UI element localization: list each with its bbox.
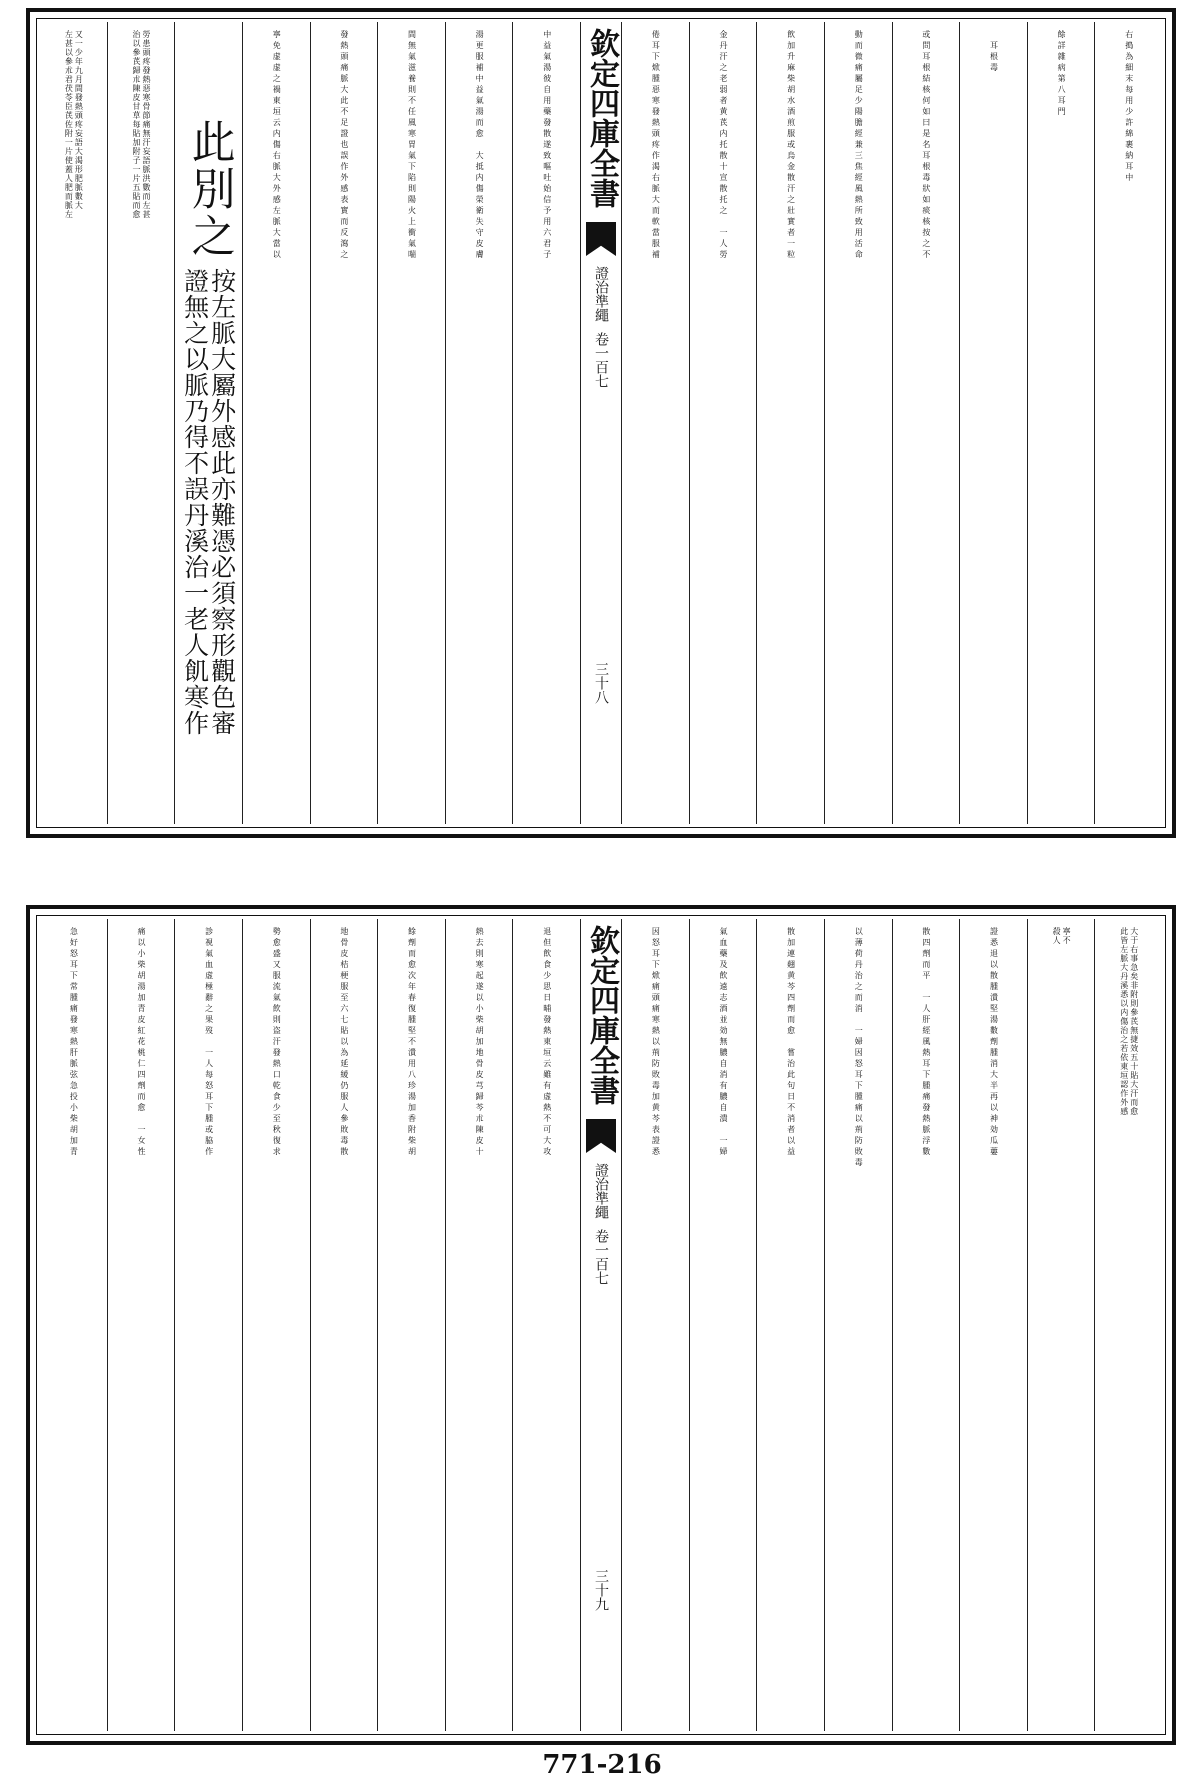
text-column	[689, 919, 757, 1731]
annotation-column	[40, 22, 107, 824]
text-column	[959, 22, 1027, 824]
text-line: 飲加升麻柴胡水酒煎服或烏金散汗之壯實者一粒	[786, 30, 796, 261]
annotation-column	[107, 22, 175, 824]
text-column	[689, 22, 757, 824]
gutter-volume: 卷一百七	[593, 332, 609, 388]
text-line: 餘詳雜病第八耳門	[1057, 30, 1067, 118]
text-line: 退但飲食少思日晡發熱東垣云雖有虚熱不可大攻	[542, 927, 552, 1158]
annotation-line: 大于右事急矣非附則參芪無捷效五十貼大汗而愈	[1129, 927, 1139, 1116]
text-column	[959, 919, 1027, 1731]
bottom-text-columns	[40, 919, 1162, 1731]
gutter-title: 欽定四庫全書	[584, 28, 619, 208]
page-number: 771-216	[542, 1750, 662, 1780]
text-line: 痛以小柴胡湯加青皮紅花桃仁四劑而愈 一女性	[136, 927, 146, 1158]
text-line: 地骨皮桔梗服至六七貼以為延緩仍服人參敗毒散	[339, 927, 349, 1158]
text-line: 或問耳根結核何如曰是名耳根毒狀如痰核按之不	[921, 30, 931, 261]
text-column	[107, 919, 175, 1731]
text-column	[512, 919, 580, 1731]
text-line: 發熱頭痛脈大此不足證也誤作外感表實而反瀉之	[339, 30, 349, 261]
text-column	[824, 22, 892, 824]
text-line: 證悉退以散腫潰堅湯數劑腫消大半再以神効瓜蔞	[989, 927, 999, 1158]
text-column	[377, 919, 445, 1731]
fish-tail-mark-icon	[586, 222, 616, 256]
text-line: 散加連翹黄芩四劑而愈 嘗治此句日不消者以益	[786, 927, 796, 1158]
text-line: 診視氣血虚極辭之果歿 一人每怒耳下腫或脇作	[204, 927, 214, 1158]
text-column	[621, 919, 689, 1731]
gutter-leaf-number: 三十八	[593, 662, 609, 704]
gutter-book-title: 證治準繩	[593, 266, 609, 322]
annotation-column	[1094, 919, 1162, 1731]
text-line: 餘劑而愈次年春復腫堅不潰用八珍湯加香附柴胡	[407, 927, 417, 1158]
text-line: 散四劑而平 一人肝經風熱耳下腫痛發熱脈浮數	[921, 927, 931, 1158]
text-line: 中益氣湯彼自用藥發散遂致嘔吐始信予用六君子	[542, 30, 552, 261]
annotation-line: 按左脈大屬外感此亦難憑必須察形觀色審	[207, 267, 237, 736]
text-line: 金丹汗之老弱者黄芪内托散十宣散托之 一人勞	[718, 30, 728, 261]
text-line: 動而微痛屬足少陽膽經兼三焦經風熱所致用活命	[854, 30, 864, 261]
text-column	[377, 22, 445, 824]
annotation-line: 又一少年九月間發熱頭疼妄語大渴形肥脈數大	[74, 30, 84, 210]
text-column	[1027, 22, 1095, 824]
text-column	[242, 22, 310, 824]
text-column	[1094, 22, 1162, 824]
text-line: 因怒耳下焮痛頭痛寒熱以荊防敗毒加黄芩表證悉	[651, 927, 661, 1158]
text-line: 間無氣滋養則不任風寒胃氣下陷則陽火上衝氣喘	[407, 30, 417, 261]
text-line: 右搗為細末每用少許綿裹納耳中	[1124, 30, 1134, 184]
text-line: 倦耳下焮腫惡寒發熱頭疼作渴右脈大而軟當服補	[651, 30, 661, 261]
text-column	[242, 919, 310, 1731]
gutter-volume: 卷一百七	[593, 1229, 609, 1285]
gutter-leaf-number: 三十九	[593, 1569, 609, 1611]
text-column	[512, 22, 580, 824]
top-text-columns	[40, 22, 1162, 824]
text-line: 此別之	[183, 118, 235, 260]
fish-tail-mark-icon	[586, 1119, 616, 1153]
annotation-line: 勞患頭疼發熱惡寒骨節痛無汗妄語脈洪數而左甚	[141, 30, 151, 219]
text-column	[621, 22, 689, 824]
text-column	[174, 919, 242, 1731]
text-column	[756, 919, 824, 1731]
center-gutter	[580, 22, 621, 824]
annotation-column	[1027, 919, 1095, 1731]
text-line: 急好怒耳下常腫痛發寒熱肝脈弦急投小柴胡加青	[69, 927, 79, 1158]
text-column	[892, 919, 960, 1731]
text-line: 湯更服補中益氣湯而愈 大抵内傷榮衛失守皮膚	[475, 30, 485, 261]
text-line: 寧免虚虚之禍東垣云内傷右脈大外感左脈大當以	[272, 30, 282, 261]
gutter-title: 欽定四庫全書	[584, 925, 619, 1105]
annotation-line: 左甚以參朮君茯苓臣芪佐附一片使蓋人肥而脈左	[64, 30, 74, 219]
top-page-panel	[26, 8, 1176, 838]
text-column	[824, 919, 892, 1731]
text-column	[310, 919, 378, 1731]
annotation-line: 證無之以脈乃得不誤丹溪治一老人飢寒作	[180, 267, 210, 736]
text-line: 耳根毒	[989, 30, 999, 74]
text-column	[892, 22, 960, 824]
text-line: 氣血藥及飲遠志酒並効無膿自消有膿自潰 一婦	[718, 927, 728, 1158]
text-column	[445, 22, 513, 824]
text-line: 熱去則寒起遂以小柴胡加地骨皮芎歸芩朮陳皮十	[475, 927, 485, 1158]
text-column	[756, 22, 824, 824]
annotation-line: 寧不	[1062, 927, 1072, 945]
annotation-line: 此皆左脈大丹溪悉以内傷治之若依東垣認作外感	[1119, 927, 1129, 1116]
center-gutter	[580, 919, 621, 1731]
text-column	[310, 22, 378, 824]
gutter-book-title: 證治準繩	[593, 1163, 609, 1219]
text-column	[445, 919, 513, 1731]
bottom-page-panel	[26, 905, 1176, 1745]
annotation-line: 治以參芪歸朮陳皮甘草每貼加附子一片五貼而愈	[131, 30, 141, 219]
annotation-line: 殺人	[1052, 927, 1062, 945]
text-line: 勢愈盛又服流氣飲則盗汗發熱口乾食少至秋復求	[272, 927, 282, 1158]
text-column	[174, 22, 242, 824]
text-line: 以薄荷丹治之而消 一婦因怒耳下腫痛以荊防敗毒	[854, 927, 864, 1169]
text-column	[40, 919, 107, 1731]
